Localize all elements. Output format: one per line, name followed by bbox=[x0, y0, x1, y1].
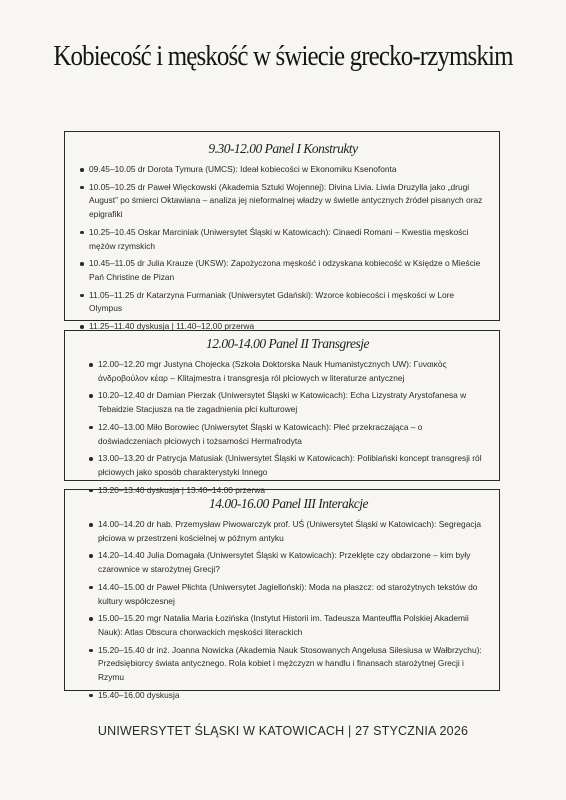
list-item: 14.20–14.40 Julia Domagała (Uniwersytet Śląski w Katowicach): Przeklęte czy obdarzone – kim były czarownice w starożytnej Grecji? bbox=[88, 549, 489, 576]
panel-transgresje bbox=[64, 330, 500, 495]
list-item: 14.00–14.20 dr hab. Przemysław Piwowarczyk prof. UŚ (Uniwersytet Śląski w Katowicach): Segregacja płciowa w przestrzeni kościelnej w późnym antyku bbox=[88, 518, 489, 545]
list-item: 15.00–15.20 mgr Natalia Maria Łozińska (Instytut Historii im. Tadeusza Manteuffla Polskiej Akademii Nauk): Atlas Obscura chorwackich męskości literackich bbox=[88, 612, 489, 639]
list-item: 13.00–13.20 dr Patrycja Matusiak (Uniwersytet Śląski w Katowicach): Polibiański koncept transgresji ról płciowych jako sposób charakterystyki Innego bbox=[88, 452, 487, 479]
panel-heading: 14.00-16.00 Panel III Interakcje bbox=[208, 496, 369, 511]
panel-konstrukty bbox=[64, 131, 500, 332]
panel-heading: 12.00-14.00 Panel II Transgresje bbox=[205, 336, 370, 351]
page-title: Kobiecość i męskość w świecie grecko-rzymskim bbox=[53, 40, 513, 72]
list-item: 10.45–11.05 dr Julia Krauze (UKSW): Zapożyczona męskość i odzyskana kobiecość w Księdze o Mieście Pań Christine de Pizan bbox=[79, 257, 487, 284]
list-item: 12.40–13.00 Miło Borowiec (Uniwersytet Śląski w Katowicach): Płeć przekraczająca – o doświadczeniach płciowych i tożsamości Hermafrodyta bbox=[88, 421, 487, 448]
talk-list bbox=[88, 358, 487, 497]
list-item: 10.05–10.25 dr Paweł Więckowski (Akademia Sztuki Wojennej): Divina Livia. Liwia Druzylla jako „drugi August” po śmierci Oktawiana – analiza jej nieformalnej władzy w świetle antycznych źródeł pisanych oraz epigrafiki bbox=[79, 181, 487, 222]
list-item: 10.25–10.45 Oskar Marciniak (Uniwersytet Śląski w Katowicach): Cinaedi Romani – Kwestia męskości mężów rzymskich bbox=[79, 226, 487, 253]
list-item: 09.45–10.05 dr Dorota Tymura (UMCS): Ideał kobiecości w Ekonomiku Ksenofonta bbox=[79, 163, 487, 177]
talk-list bbox=[79, 163, 487, 334]
list-item: 13.20–13.40 dyskusja | 13.40–14.00 przerwa bbox=[88, 484, 487, 498]
panel-heading: 9.30-12.00 Panel I Konstrukty bbox=[208, 141, 358, 156]
list-item: 15.20–15.40 dr inż. Joanna Nowicka (Akademia Nauk Stosowanych Angelusa Silesiusa w Wałbrzychu): Przedsiębiorcy świata antycznego. Rola kobiet i mężczyzn w handlu i finansach starożytnej Grecji i Rzymu bbox=[88, 644, 489, 685]
panel-interakcje bbox=[64, 489, 500, 700]
footer-text: UNIWERSYTET ŚLĄSKI W KATOWICACH | 27 STYCZNIA 2026 bbox=[97, 724, 469, 738]
list-item: 14.40–15.00 dr Paweł Płichta (Uniwersytet Jagielloński): Moda na płaszcz: od starożytnych tekstów do kultury współczesnej bbox=[88, 581, 489, 608]
talk-list bbox=[88, 518, 489, 702]
list-item: 10.20–12.40 dr Damian Pierzak (Uniwersytet Śląski w Katowicach): Echa Lizystraty Arystofanesa w Tebaidzie Stacjusza na tle zagadnienia płci kulturowej bbox=[88, 389, 487, 416]
list-item: 11.25–11.40 dyskusja | 11.40–12.00 przerwa bbox=[79, 320, 487, 334]
list-item: 15.40–16.00 dyskusja bbox=[88, 689, 489, 703]
list-item: 11.05–11.25 dr Katarzyna Furmaniak (Uniwersytet Gdański): Wzorce kobiecości i męskości w Lore Olympus bbox=[79, 289, 487, 316]
list-item: 12.00–12.20 mgr Justyna Chojecka (Szkoła Doktorska Nauk Humanistycznych UW): Γυναικὸς ἀνδροβούλον κέαρ – Klitajmestra i transgresja ról płciowych w literaturze antycznej bbox=[88, 358, 487, 385]
